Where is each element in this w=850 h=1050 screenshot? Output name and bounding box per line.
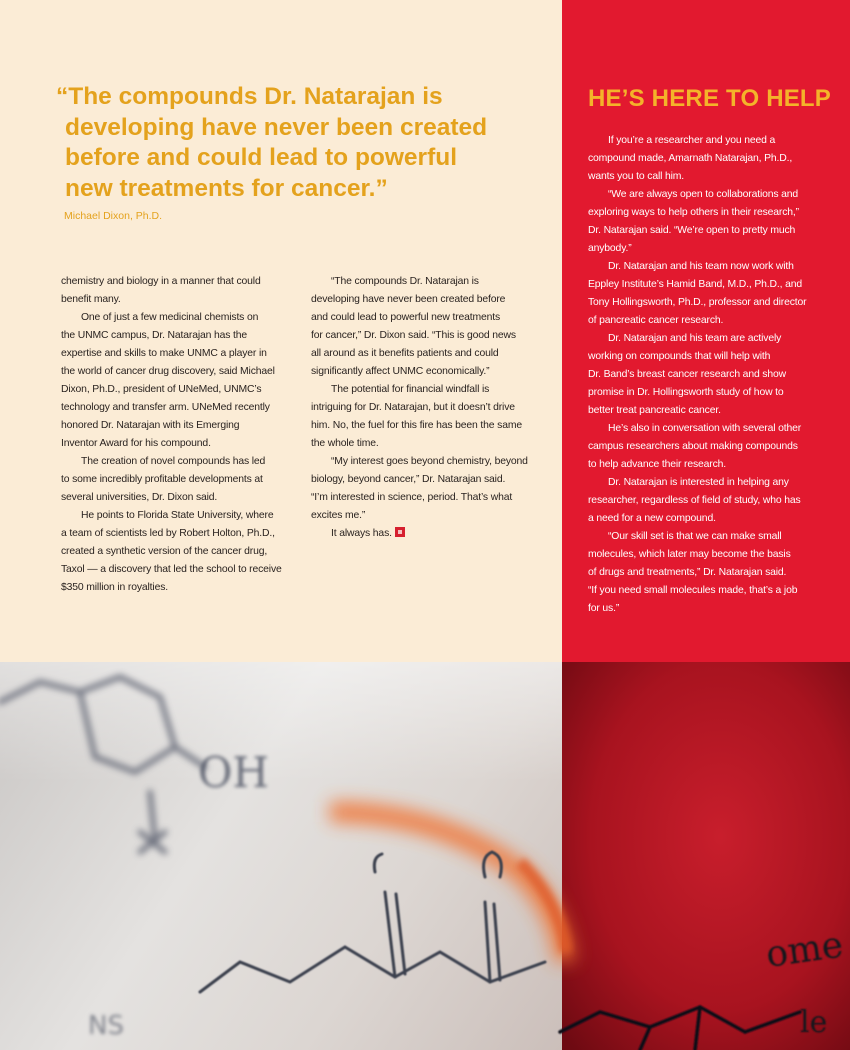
pull-quote-line: developing have never been created — [65, 113, 488, 141]
text-line: Dr. Natarajan is interested in helping any — [608, 477, 789, 488]
closing-line: It always has. — [331, 528, 392, 539]
pull-quote-attribution: Michael Dixon, Ph.D. — [64, 210, 163, 222]
text-line: the world of cancer drug discovery, said Michael — [61, 366, 275, 377]
article-paragraph — [61, 453, 293, 507]
text-line: “My interest goes beyond chemistry, beyond — [331, 456, 528, 467]
text-line: better treat pancreatic cancer. — [588, 405, 721, 416]
end-mark-icon — [395, 527, 405, 537]
text-line: “The compounds Dr. Natarajan is — [331, 276, 479, 287]
text-line: Inventor Award for his compound. — [61, 438, 211, 449]
text-line: a team of scientists led by Robert Holton, Ph.D., — [61, 528, 275, 539]
text-line: benefit many. — [61, 294, 121, 305]
text-line: Taxol — a discovery that led the school to receive — [61, 564, 282, 575]
text-line: technology and transfer arm. UNeMed recently — [61, 402, 270, 413]
text-line: compound made, Amarnath Natarajan, Ph.D., — [588, 153, 793, 164]
sidebar-paragraph — [588, 258, 833, 330]
text-line: of drugs and treatments,” Dr. Natarajan said. — [588, 567, 787, 578]
sidebar-paragraph — [588, 186, 833, 258]
text-line: One of just a few medicinal chemists on — [81, 312, 259, 323]
text-line: Eppley Institute’s Hamid Band, M.D., Ph.D., and — [588, 279, 802, 290]
sidebar-body — [588, 132, 833, 618]
pull-quote — [56, 82, 526, 204]
text-line: biology, beyond cancer,” Dr. Natarajan said. — [311, 474, 506, 485]
text-line: anybody.” — [588, 243, 632, 254]
text-line: He points to Florida State University, where — [81, 510, 274, 521]
text-line: working on compounds that will help with — [588, 351, 771, 362]
article-paragraph — [61, 309, 293, 453]
text-line: significantly affect UNMC economically.” — [311, 366, 490, 377]
text-line: a need for a new compound. — [588, 513, 716, 524]
article-paragraph — [311, 453, 543, 525]
text-line: expertise and skills to make UNMC a player in — [61, 348, 267, 359]
text-line: all around as it benefits patients and could — [311, 348, 499, 359]
article-column-1 — [61, 273, 293, 597]
text-line: “I’m interested in science, period. That’s what — [311, 492, 513, 503]
text-line: honored Dr. Natarajan with its Emerging — [61, 420, 240, 431]
text-line: Tony Hollingsworth, Ph.D., professor and director — [588, 297, 807, 308]
text-line: exploring ways to help others in their research,” — [588, 207, 799, 218]
text-line: Dr. Natarajan and his team are actively — [608, 333, 782, 344]
text-line: for us.” — [588, 603, 620, 614]
text-line: the whole time. — [311, 438, 379, 449]
text-line: him. No, the fuel for this fire has been the same — [311, 420, 522, 431]
article-paragraph — [61, 273, 293, 309]
article-paragraph — [61, 507, 293, 597]
text-line: Dr. Natarajan and his team now work with — [608, 261, 794, 272]
article-column-2 — [311, 273, 543, 543]
sidebar-paragraph — [588, 420, 833, 474]
text-line: created a synthetic version of the cancer drug, — [61, 546, 268, 557]
text-line: Dr. Natarajan said. “We’re open to pretty much — [588, 225, 796, 236]
text-line: researcher, regardless of field of study, who has — [588, 495, 801, 506]
text-line: excites me.” — [311, 510, 366, 521]
pull-quote-line: before and could lead to powerful — [65, 144, 458, 171]
pull-quote-line: “The compounds Dr. Natarajan is — [56, 83, 443, 110]
text-line: He’s also in conversation with several other — [608, 423, 802, 434]
sidebar-paragraph — [588, 528, 833, 618]
text-line: promise in Dr. Hollingsworth study of how to — [588, 387, 784, 398]
article-paragraph — [311, 381, 543, 453]
text-line: of pancreatic cancer research. — [588, 315, 724, 326]
text-line: The creation of novel compounds has led — [81, 456, 266, 467]
text-line: intriguing for Dr. Natarajan, but it doesn’t drive — [311, 402, 515, 413]
text-line: “Our skill set is that we can make small — [608, 531, 782, 542]
text-line: and could lead to powerful new treatments — [311, 312, 501, 323]
text-line: “We are always open to collaborations and — [608, 189, 799, 200]
text-line: to some incredibly profitable developments at — [61, 474, 263, 485]
photo-handwriting: OH — [198, 748, 270, 797]
chemistry-photo — [0, 662, 850, 1050]
article-paragraph — [311, 273, 543, 381]
text-line: If you’re a researcher and you need a — [608, 135, 776, 146]
text-line: $350 million in royalties. — [61, 582, 168, 593]
text-line: Dixon, Ph.D., president of UNeMed, UNMC’s — [61, 384, 262, 395]
sidebar-heading: HE’S HERE TO HELP — [588, 85, 832, 112]
photo-handwriting: le — [800, 1005, 828, 1040]
article-paragraph — [311, 525, 543, 543]
sidebar-paragraph — [588, 474, 833, 528]
photo-handwriting: ome — [763, 924, 846, 976]
text-line: chemistry and biology in a manner that could — [61, 276, 261, 287]
text-line: to help advance their research. — [588, 459, 727, 470]
text-line: Dr. Band’s breast cancer research and show — [588, 369, 786, 380]
sidebar-paragraph — [588, 330, 833, 420]
text-line: molecules, which later may become the basis — [588, 549, 791, 560]
text-line — [311, 525, 543, 543]
sidebar-paragraph — [588, 132, 833, 186]
photo-handwriting: NS — [88, 1011, 124, 1041]
text-line: The potential for financial windfall is — [331, 384, 490, 395]
text-line: campus researchers about making compounds — [588, 441, 798, 452]
text-line: several universities, Dr. Dixon said. — [61, 492, 218, 503]
text-line: “If you need small molecules made, that’s a job — [588, 585, 798, 596]
chemistry-photo-graphic — [0, 662, 850, 1050]
text-line: developing have never been created before — [311, 294, 506, 305]
text-line: the UNMC campus, Dr. Natarajan has the — [61, 330, 248, 341]
text-line: for cancer,” Dr. Dixon said. “This is good news — [311, 330, 516, 341]
text-line: wants you to call him. — [588, 171, 685, 182]
pull-quote-line: new treatments for cancer.” — [65, 174, 388, 202]
